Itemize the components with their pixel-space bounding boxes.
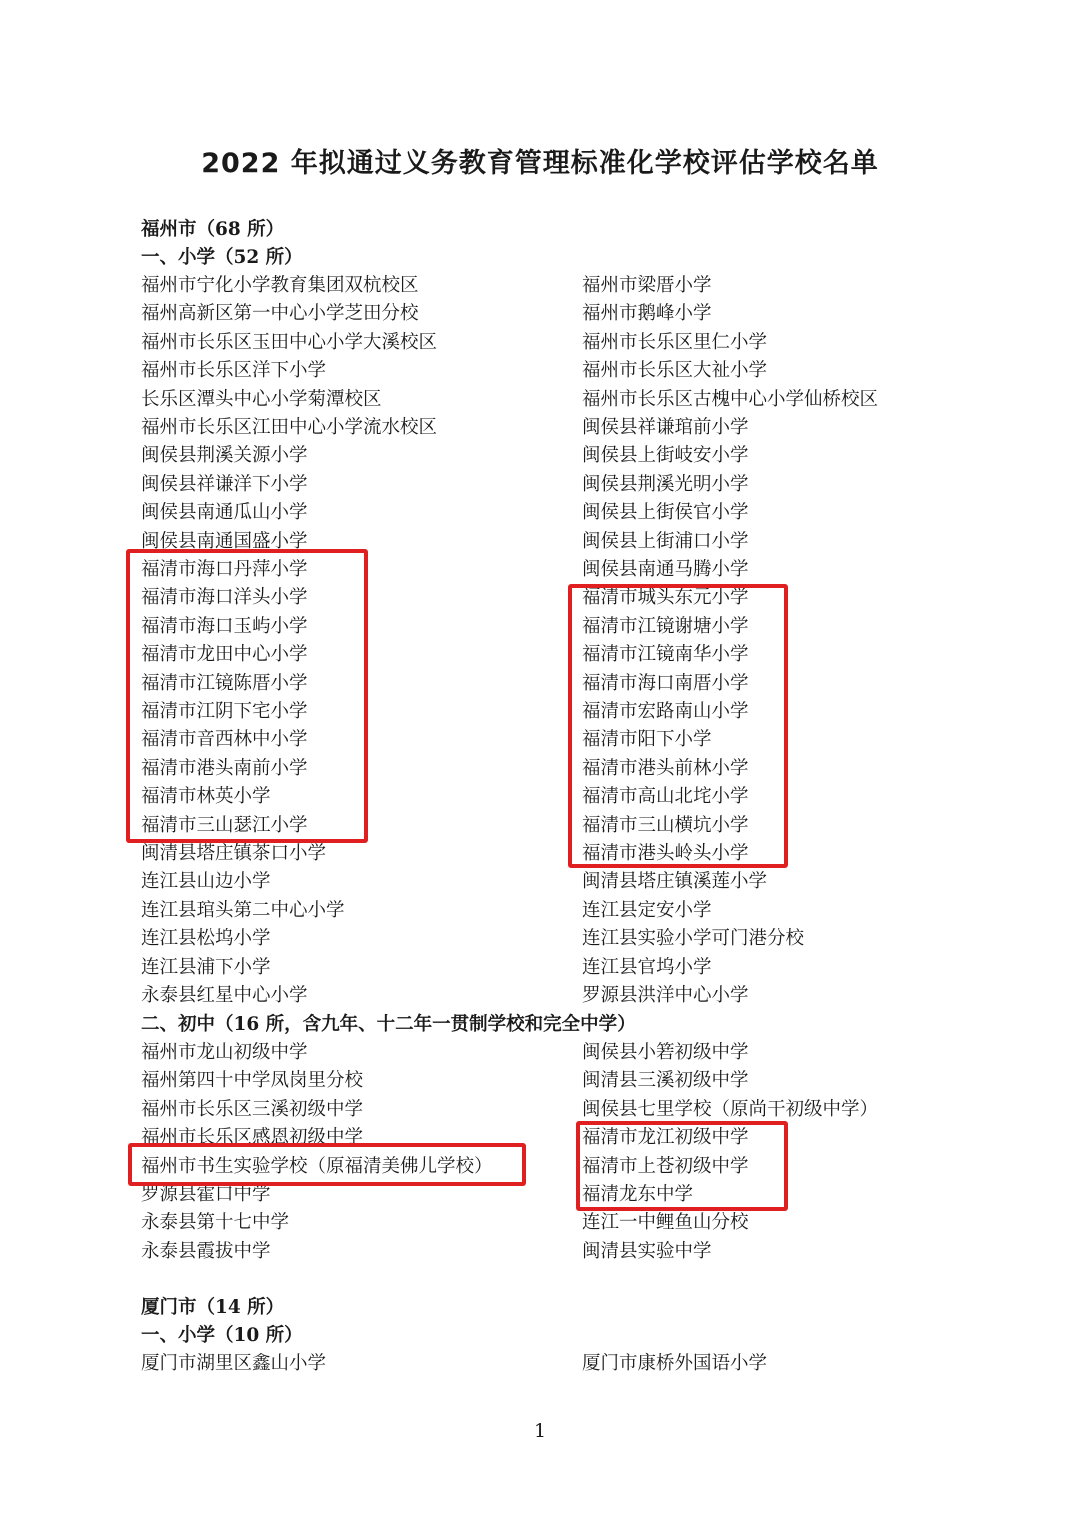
fuzhou-primary-right-item: 福州市梁厝小学 <box>582 275 712 296</box>
fuzhou-primary-left-item: 福州市长乐区江田中心小学流水校区 <box>141 417 438 438</box>
fuzhou-primary-left-item: 连江县浦下小学 <box>141 956 271 978</box>
fuzhou-primary-right-item: 闽侯县南通马腾小学 <box>582 559 749 580</box>
fuzhou-primary-right-item: 闽侯县上街浦口小学 <box>582 530 749 552</box>
fuzhou-middle-left-item: 罗源县霍口中学 <box>141 1184 271 1205</box>
fuzhou-primary-left-item: 福清市海口玉屿小学 <box>141 615 308 637</box>
fuzhou-primary-right-item: 福清市阳下小学 <box>582 729 712 751</box>
fuzhou-primary-right-item: 连江县官坞小学 <box>582 956 712 978</box>
fuzhou-middle-right-item: 闽侯县小箬初级中学 <box>582 1042 749 1063</box>
fuzhou-primary-right-item: 福清市港头岭头小学 <box>582 843 749 864</box>
fuzhou-primary-right-item: 连江县实验小学可门港分校 <box>582 928 805 950</box>
fuzhou-primary-right-item: 福州市长乐区里仁小学 <box>582 331 768 353</box>
fuzhou-primary-left-item: 福州市长乐区洋下小学 <box>141 360 327 382</box>
document-title: 2022 年拟通过义务教育管理标准化学校评估学校名单 <box>201 148 879 179</box>
fuzhou-primary-right-item: 连江县定安小学 <box>582 899 712 921</box>
xiamen-primary-left-item: 厦门市湖里区鑫山小学 <box>141 1353 327 1374</box>
fuzhou-primary-right-item: 闽侯县上街侯官小学 <box>582 502 749 524</box>
fuzhou-primary-right-item: 福清市城头东元小学 <box>582 587 749 609</box>
fuzhou-primary-right-item: 罗源县洪洋中心小学 <box>582 985 749 1006</box>
fuzhou-middle-left-item: 福州市书生实验学校（原福清美佛儿学校） <box>141 1155 493 1177</box>
fuzhou-primary-right-item: 福州市长乐区古槐中心小学仙桥校区 <box>582 388 879 410</box>
xiamen-primary-right-item: 厦门市康桥外国语小学 <box>582 1353 768 1374</box>
fuzhou-primary-right-item: 闽侯县荆溪光明小学 <box>582 473 749 495</box>
fuzhou-primary-left-item: 永泰县红星中心小学 <box>141 985 308 1006</box>
fuzhou-primary-left-item: 福州市长乐区玉田中心小学大溪校区 <box>141 331 438 353</box>
fuzhou-middle-right-item: 闽清县实验中学 <box>582 1240 712 1262</box>
fuzhou-primary-right-item: 福清市江镜谢塘小学 <box>582 615 749 637</box>
fuzhou-primary-right-item: 福清市港头前林小学 <box>582 757 749 779</box>
fuzhou-primary-right-item: 闽侯县上街岐安小学 <box>582 445 749 467</box>
fuzhou-middle-right-item: 闽清县三溪初级中学 <box>582 1070 749 1092</box>
fuzhou-primary-left-item: 闽侯县南通国盛小学 <box>141 530 308 552</box>
fuzhou-primary-left-item: 福清市海口丹萍小学 <box>141 559 308 580</box>
fuzhou-primary-right-item: 福清市江镜南华小学 <box>582 644 749 666</box>
fuzhou-middle-left-item: 福州市长乐区三溪初级中学 <box>141 1098 364 1120</box>
fuzhou-primary-right-item: 福州市长乐区大祉小学 <box>582 360 768 382</box>
fuzhou-primary-left-item: 福清市江阴下宅小学 <box>141 701 308 722</box>
fuzhou-primary-right-item: 福州市鹅峰小学 <box>582 303 712 325</box>
fuzhou-primary-left-item: 福清市港头南前小学 <box>141 757 308 779</box>
fuzhou-primary-right-item: 福清市宏路南山小学 <box>582 701 749 722</box>
fuzhou-primary-left-item: 闽侯县荆溪关源小学 <box>141 445 308 467</box>
fuzhou-heading: 福州市（68 所） <box>141 219 285 240</box>
fuzhou-primary-left-item: 福清市龙田中心小学 <box>141 644 308 666</box>
fuzhou-primary-left-item: 长乐区潭头中心小学菊潭校区 <box>141 388 382 410</box>
fuzhou-primary-right-item: 福清市三山横坑小学 <box>582 814 749 836</box>
fuzhou-primary-left-item: 福州市宁化小学教育集团双杭校区 <box>141 275 419 296</box>
fuzhou-middle-left-item: 福州第四十中学凤岗里分校 <box>141 1070 364 1092</box>
fuzhou-primary-left-item: 福州高新区第一中心小学芝田分校 <box>141 303 419 325</box>
fuzhou-middle-right-item: 福清市龙江初级中学 <box>582 1127 749 1149</box>
xiamen-primary-heading: 一、小学（10 所） <box>141 1325 303 1346</box>
fuzhou-primary-right-item: 福清市高山北垞小学 <box>582 786 749 808</box>
fuzhou-primary-left-item: 福清市海口洋头小学 <box>141 587 308 609</box>
fuzhou-primary-left-item: 闽清县塔庄镇茶口小学 <box>141 843 327 864</box>
fuzhou-primary-left-item: 连江县松坞小学 <box>141 928 271 950</box>
fuzhou-primary-right-item: 闽侯县祥谦琯前小学 <box>582 417 749 438</box>
fuzhou-primary-left-item: 闽侯县祥谦洋下小学 <box>141 473 308 495</box>
fuzhou-primary-left-item: 福清市音西林中小学 <box>141 729 308 751</box>
fuzhou-primary-left-item: 福清市林英小学 <box>141 786 271 808</box>
fuzhou-primary-left-item: 连江县山边小学 <box>141 871 271 893</box>
fuzhou-primary-left-item: 连江县琯头第二中心小学 <box>141 899 345 921</box>
fuzhou-primary-left-item: 福清市江镜陈厝小学 <box>141 672 308 694</box>
fuzhou-middle-right-item: 福清龙东中学 <box>582 1184 694 1205</box>
fuzhou-middle-left-item: 福州市长乐区感恩初级中学 <box>141 1127 364 1149</box>
fuzhou-primary-left-item: 闽侯县南通瓜山小学 <box>141 502 308 524</box>
fuzhou-middle-right-item: 连江一中鲤鱼山分校 <box>582 1212 749 1234</box>
fuzhou-middle-left-item: 永泰县第十七中学 <box>141 1212 290 1234</box>
fuzhou-middle-left-item: 福州市龙山初级中学 <box>141 1042 308 1063</box>
page-number: 1 <box>533 1420 547 1442</box>
fuzhou-middle-right-item: 闽侯县七里学校（原尚干初级中学） <box>582 1098 879 1120</box>
fuzhou-middle-heading: 二、初中（16 所，含九年、十二年一贯制学校和完全中学） <box>141 1014 636 1035</box>
fuzhou-primary-heading: 一、小学（52 所） <box>141 247 303 268</box>
xiamen-heading: 厦门市（14 所） <box>141 1297 285 1318</box>
fuzhou-middle-right-item: 福清市上苍初级中学 <box>582 1155 749 1177</box>
fuzhou-primary-right-item: 福清市海口南厝小学 <box>582 672 749 694</box>
fuzhou-primary-left-item: 福清市三山瑟江小学 <box>141 814 308 836</box>
fuzhou-primary-right-item: 闽清县塔庄镇溪莲小学 <box>582 871 768 893</box>
fuzhou-middle-left-item: 永泰县霞拔中学 <box>141 1240 271 1262</box>
